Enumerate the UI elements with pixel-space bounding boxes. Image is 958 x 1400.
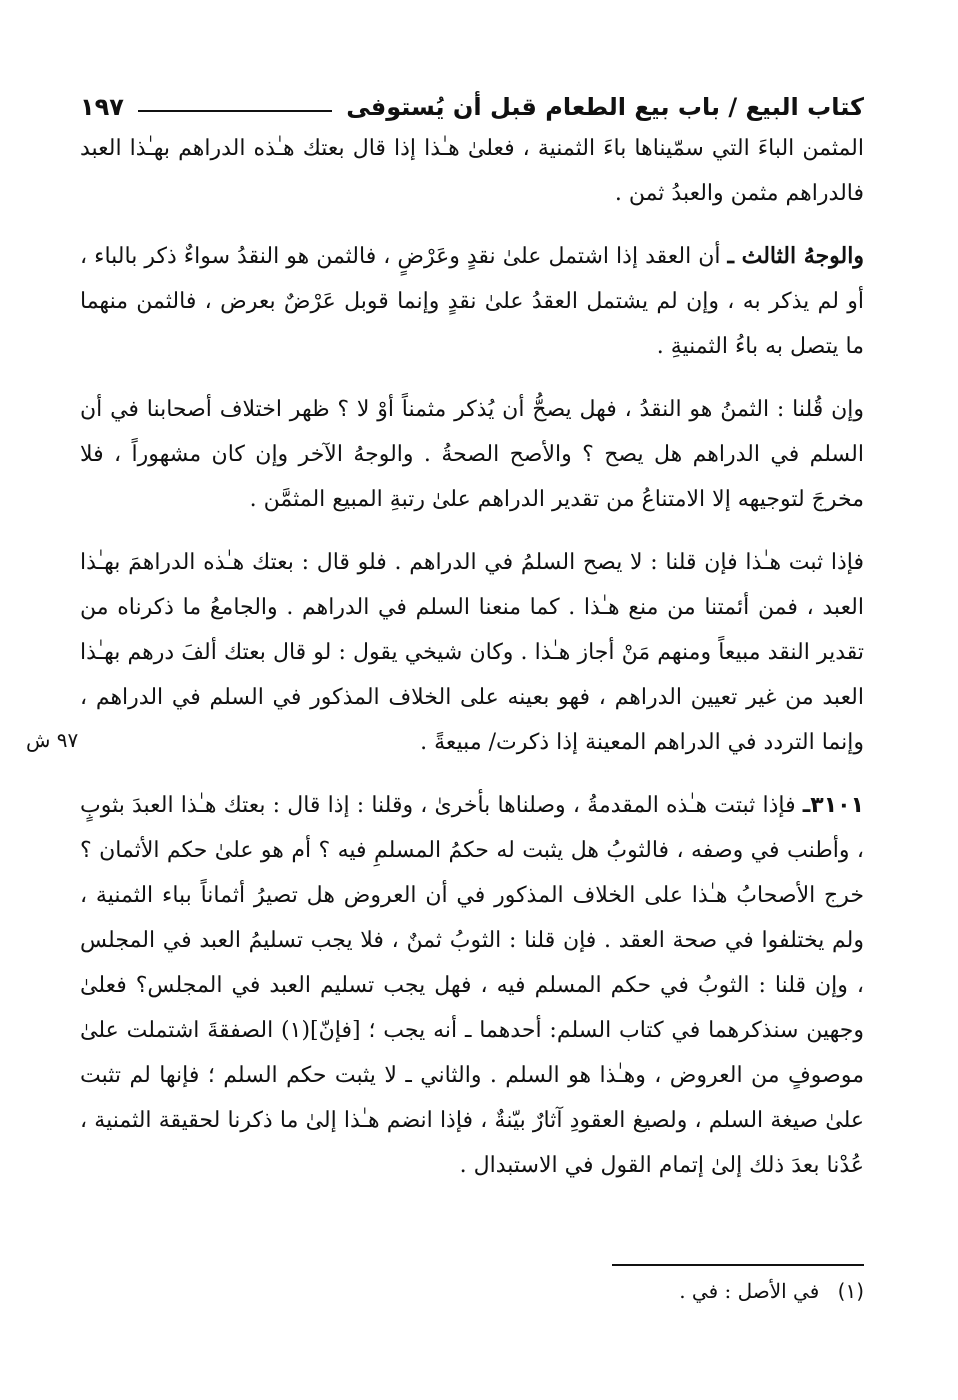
paragraph xyxy=(80,783,864,1188)
footnote-text: في الأصل : في . xyxy=(679,1279,820,1303)
paragraph-text: فإذا ثبتت هـٰذه المقدمةُ ، وصلناها بأخرىٰ ، وقلنا : إذا قال : بعتك هـٰذا العبدَ بثوبٍ ، وأطنب في وصفه ، فالثوبُ هل يثبت له حكمُ المسلمِ فيه ؟ أم هو علىٰ حكم الأثمان ؟ خرج الأصحابُ هـٰذا على الخلاف المذكور في أن العروض هل تصيرُ أثماناً بباء الثمنية ، ولم يختلفوا في صحة العقد . فإن قلنا : الثوبُ ثمنٌ ، فلا يجب تسليمُ العبد في المجلس ، وإن قلنا : الثوبُ في حكم المسلم فيه ، فهل يجب تسليم العبد في المجلس؟ فعلىٰ وجهين سنذكرهما في كتاب السلم: أحدهما ـ أنه يجب ؛ [فإنّ](١) الصفقةَ اشتملت علىٰ موصوفٍ من العروض ، وهـٰذا هو السلم . والثاني ـ لا يثبت حكم السلم ؛ فإنها لم تثبت علىٰ صيغة السلم ، ولصيغ العقودِ آثارٌ بيّنةٌ ، فإذا انضم هـٰذا إلىٰ ما ذكرنا لحقيقة الثمنية ، عُدْنا بعدَ ذلك إلىٰ إتمام القول في الاستبدال . xyxy=(80,793,864,1178)
margin-note: ٩٧ ش xyxy=(26,728,79,752)
paragraph-text: أن العقد إذا اشتمل علىٰ نقدٍ وعَرْضٍ ، فالثمن هو النقدُ سواءٌ ذكر بالباء ، أو لم يذكر به ، وإن لم يشتمل العقدُ علىٰ نقدٍ وإنما قوبل عَرْضٌ بعرض ، فالثمن منهما ما يتصل به باءُ الثمنيةِ . xyxy=(80,244,864,359)
header-title: كتاب البيع / باب بيع الطعام قبل أن يُستوفى xyxy=(346,92,864,121)
footnote-rule xyxy=(612,1264,864,1266)
paragraph xyxy=(80,540,864,765)
paragraph-text: وإن قُلنا : الثمنُ هو النقدُ ، فهل يصحُّ أن يُذكر مثمناً أوْ لا ؟ ظهر اختلاف أصحابنا في أن السلم في الدراهم هل يصح ؟ والأصح الصحةُ . والوجهُ الآخر وإن كان مشهوراً ، فلا مخرجَ لتوجيهه إلا الامتناعُ من تقدير الدراهم علىٰ رتبةِ المبيع المثمَّن . xyxy=(80,397,864,512)
footnote-number: (١) xyxy=(837,1279,864,1303)
footnote xyxy=(464,1277,864,1305)
paragraph xyxy=(80,126,864,216)
page-number: ١٩٧ xyxy=(80,92,124,121)
paragraph xyxy=(80,234,864,369)
paragraph xyxy=(80,387,864,522)
book-page xyxy=(80,78,864,1368)
running-header xyxy=(80,78,864,120)
paragraph-lead: والوجهُ الثالث ـ xyxy=(727,243,864,269)
paragraph-number: ٣١٠١ـ xyxy=(802,793,864,818)
paragraph-text: فإذا ثبت هـٰذا فإن قلنا : لا يصح السلمُ في الدراهم . فلو قال : بعتك هـٰذه الدراهمَ بهـٰذا العبد ، فمن أئمتنا من منع هـٰذا . كما منعنا السلم في الدراهم . والجامعُ ما ذكرناه من تقدير النقد مبيعاً ومنهم مَنْ أجاز هـٰذا . وكان شيخي يقول : لو قال بعتك ألفَ درهم بهـٰذا العبد من غير تعيين الدراهم ، فهو بعينه على الخلاف المذكور في السلم في الدراهم ، وإنما التردد في الدراهم المعينة إذا ذكرت/ مبيعةً . xyxy=(80,550,864,755)
paragraph-text: المثمن الباءَ التي سمّيناها باءَ الثمنية ، فعلىٰ هـٰذا إذا قال بعتك هـٰذه الدراهم بهـٰذا العبد فالدراهم مثمن والعبدُ ثمن . xyxy=(80,136,864,206)
header-rule xyxy=(138,110,332,112)
body-text xyxy=(80,126,864,1188)
